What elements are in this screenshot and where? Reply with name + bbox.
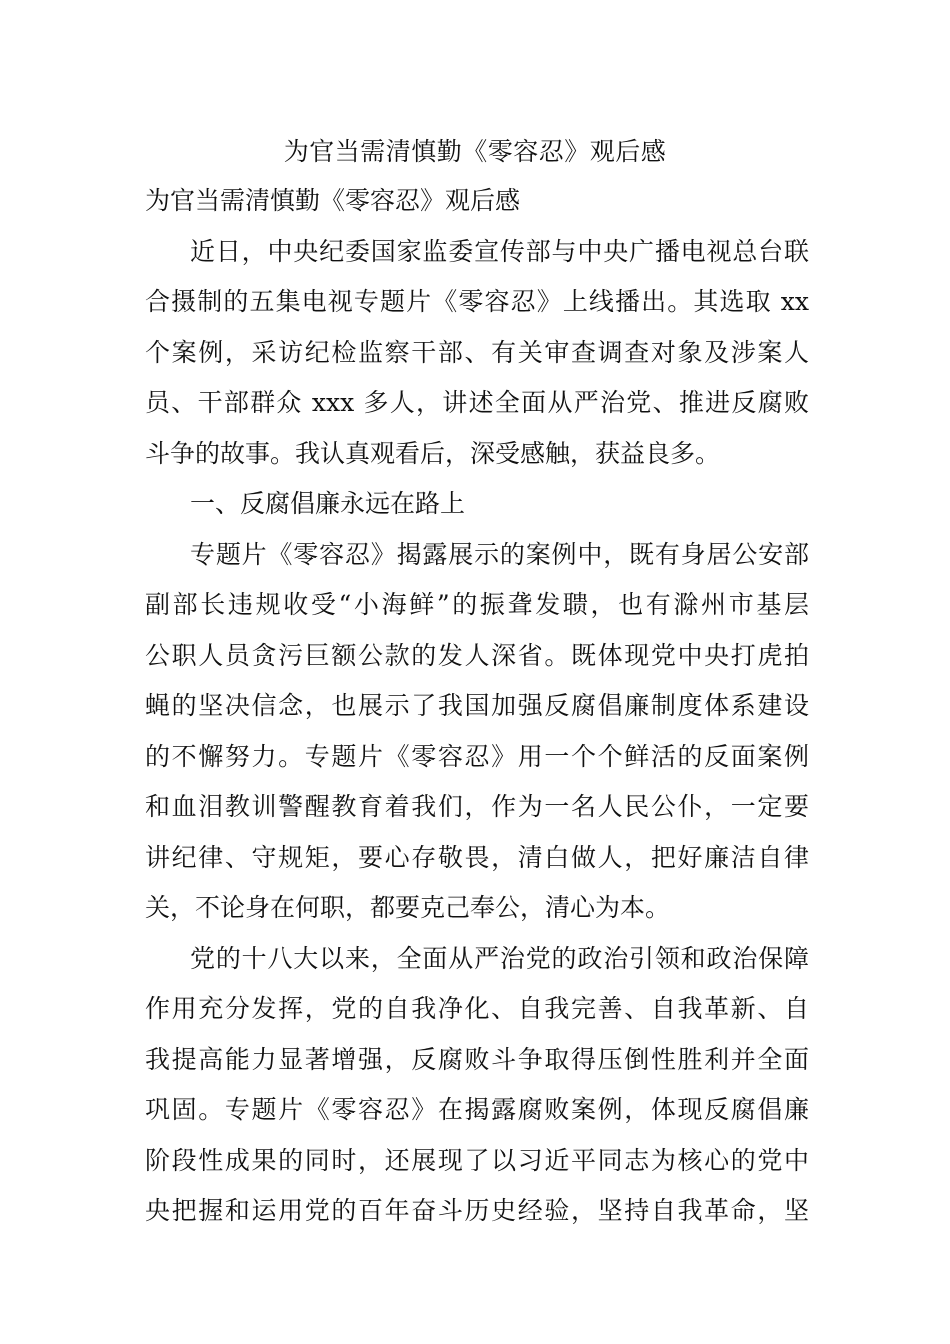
- text-line: 副部长违规收受“小海鲜”的振聋发聩，也有滁州市基层: [145, 590, 809, 619]
- text-line: 央把握和运用党的百年奋斗历史经验，坚持自我革命，坚: [145, 1196, 809, 1225]
- page-title: 为官当需清慎勤《零容忍》观后感: [283, 137, 667, 166]
- text-line: 关，不论身在何职，都要克己奉公，清心为本。: [145, 893, 671, 922]
- text-line: 巩固。专题片《零容忍》在揭露腐败案例，体现反腐倡廉: [145, 1095, 809, 1124]
- text-line: 斗争的故事。我认真观看后，深受感触，获益良多。: [145, 438, 721, 468]
- text-line: 专题片《零容忍》揭露展示的案例中，既有身居公安部: [190, 539, 809, 569]
- text-line: 一、反腐倡廉永远在路上: [190, 489, 466, 518]
- document-body: [145, 176, 809, 1237]
- text-line: 我提高能力显著增强，反腐败斗争取得压倒性胜利并全面: [145, 1044, 809, 1074]
- text-line: 蝇的坚决信念，也展示了我国加强反腐倡廉制度体系建设: [145, 691, 809, 720]
- text-line: 的不懈努力。专题片《零容忍》用一个个鲜活的反面案例: [145, 741, 809, 771]
- text-line: 合摄制的五集电视专题片《零容忍》上线播出。其选取 xx: [145, 287, 809, 316]
- text-line: 党的十八大以来，全面从严治党的政治引领和政治保障: [190, 943, 809, 973]
- text-line: 为官当需清慎勤《零容忍》观后感: [145, 186, 521, 215]
- text-line: 员、干部群众 xxx 多人，讲述全面从严治党、推进反腐败: [145, 388, 809, 417]
- text-line: 近日，中央纪委国家监委宣传部与中央广播电视总台联: [190, 236, 809, 266]
- text-line: 阶段性成果的同时，还展现了以习近平同志为核心的党中: [145, 1145, 809, 1175]
- text-line: 公职人员贪污巨额公款的发人深省。既体现党中央打虎拍: [145, 640, 809, 670]
- text-line: 作用充分发挥，党的自我净化、自我完善、自我革新、自: [145, 994, 809, 1023]
- text-line: 个案例，采访纪检监察干部、有关审查调查对象及涉案人: [145, 337, 809, 367]
- text-line: 和血泪教训警醒教育着我们，作为一名人民公仆，一定要: [145, 792, 809, 821]
- text-line: 讲纪律、守规矩，要心存敬畏，清白做人，把好廉洁自律: [145, 842, 809, 872]
